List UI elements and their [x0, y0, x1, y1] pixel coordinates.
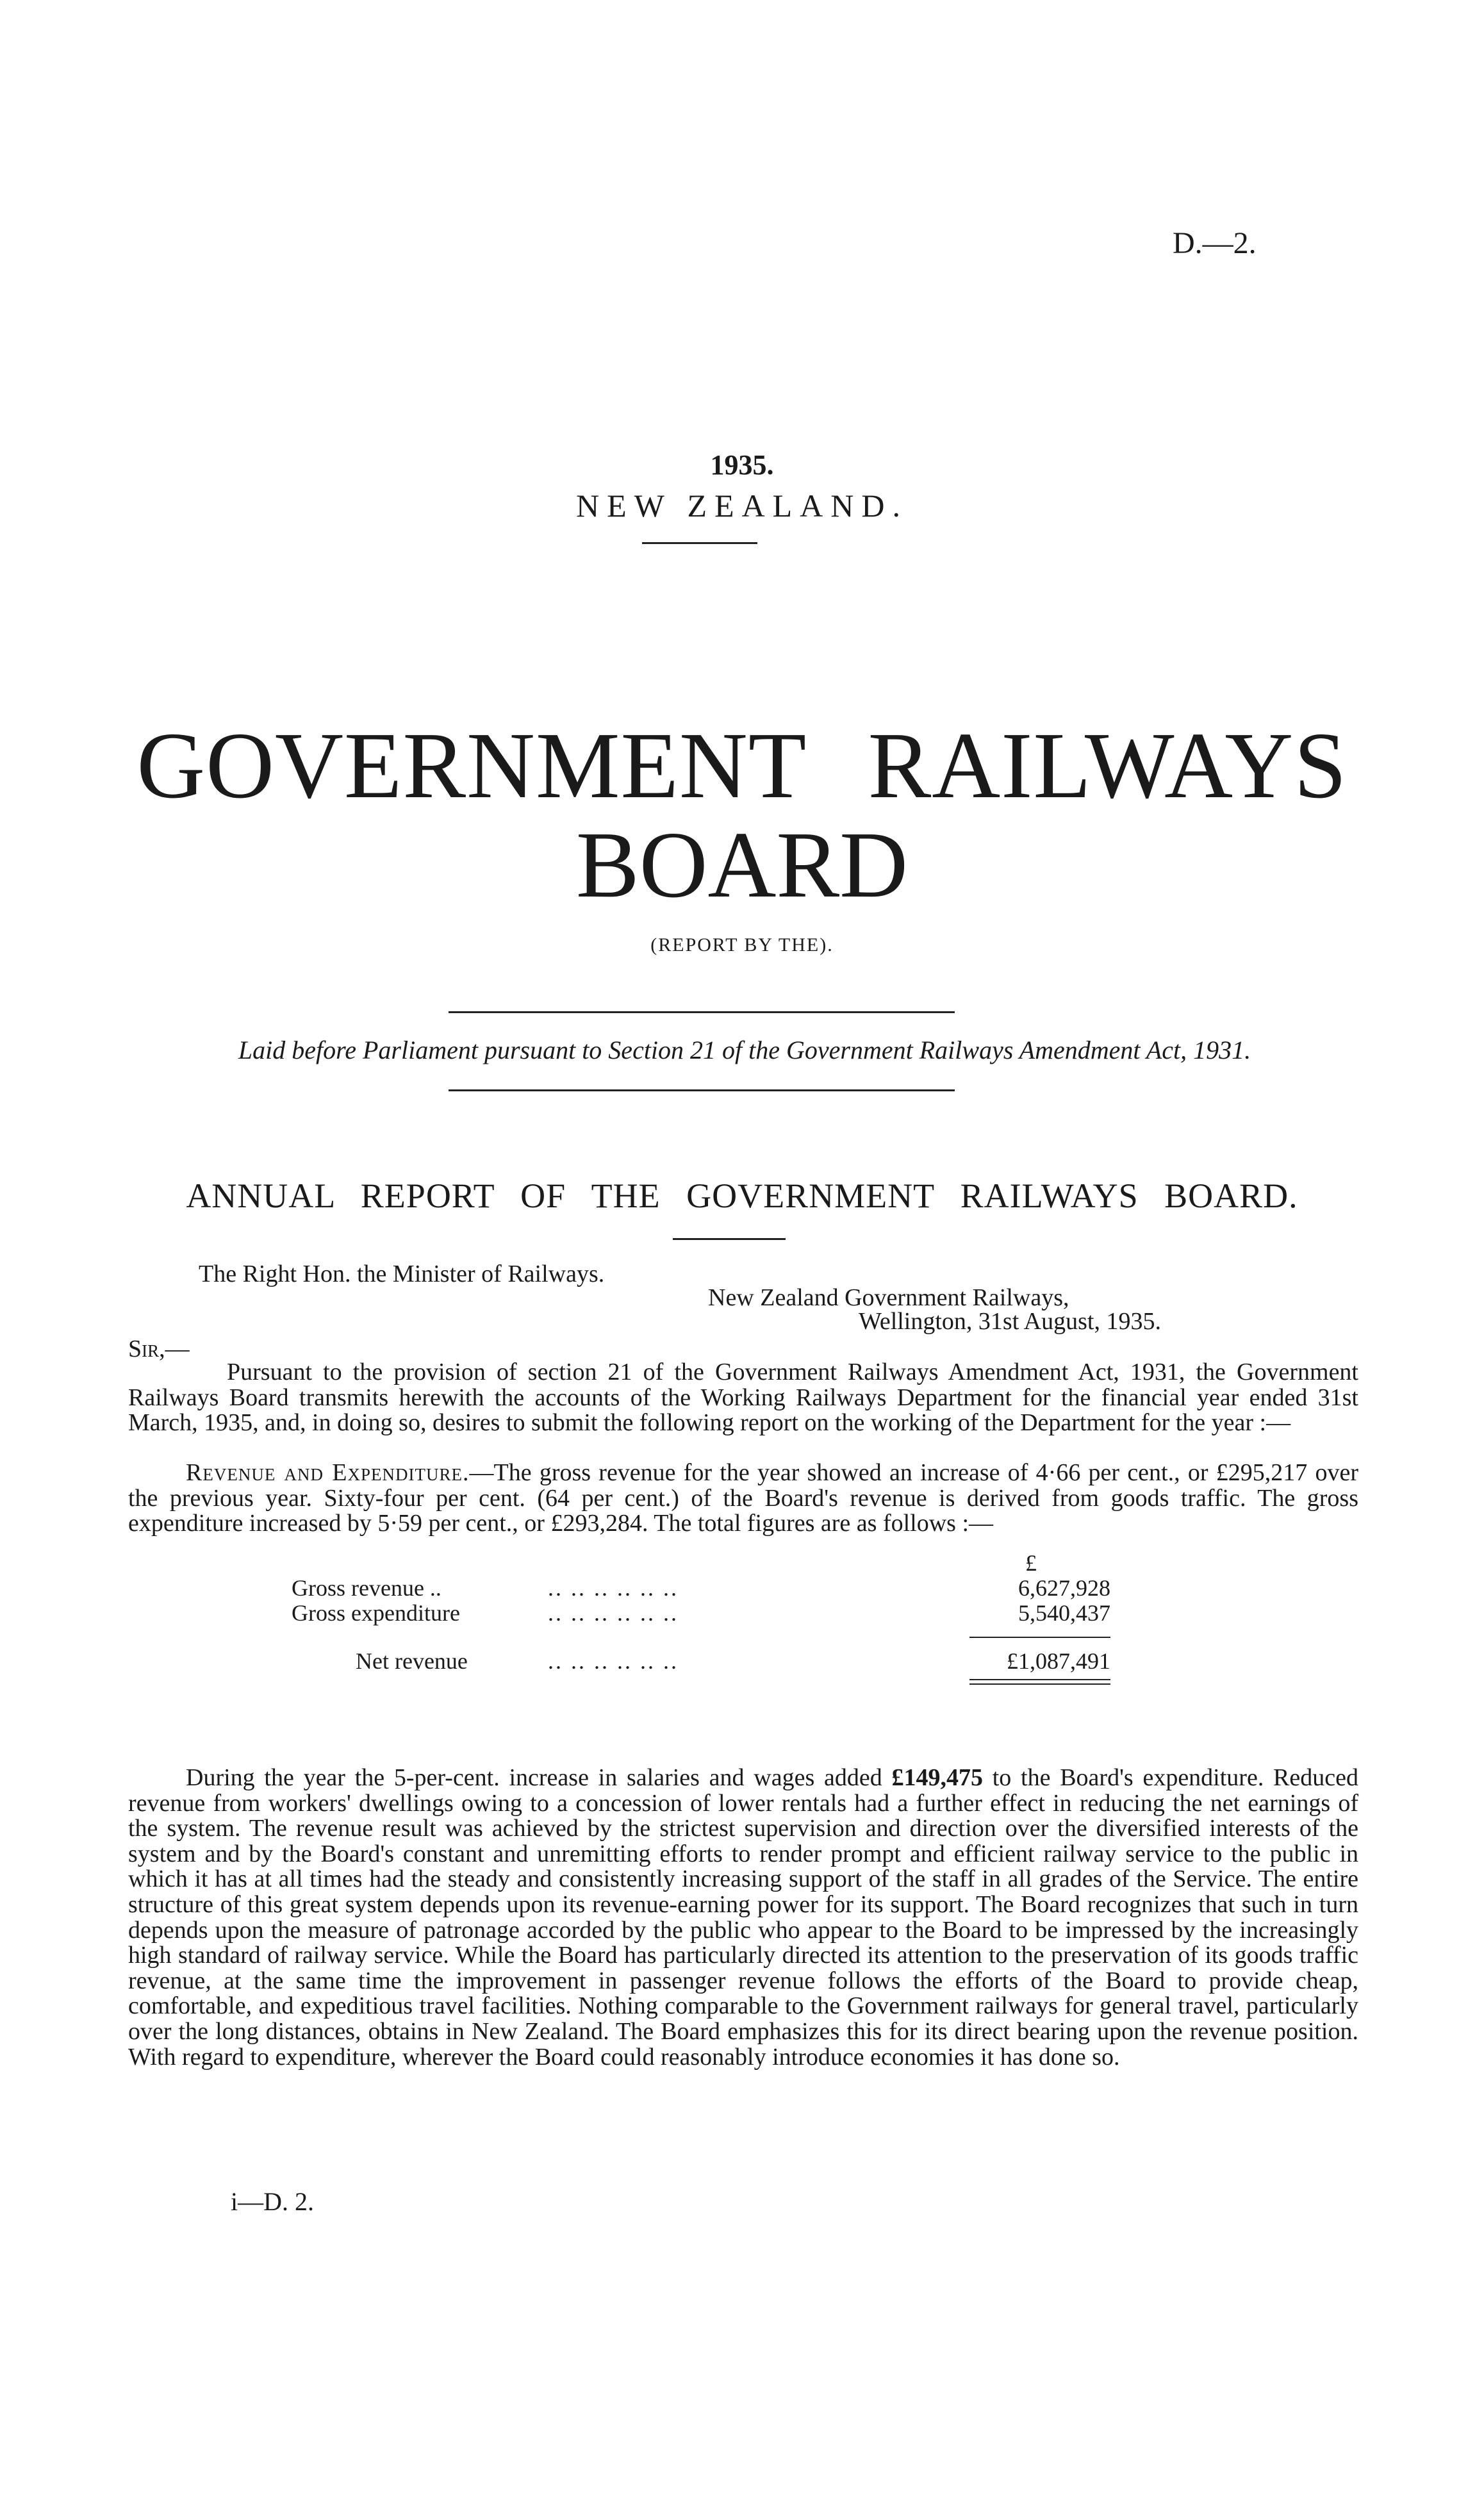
title-subtitle: (REPORT BY THE).: [650, 934, 834, 955]
financial-value: 6,627,928: [1018, 1575, 1110, 1601]
currency-symbol: £: [1025, 1550, 1037, 1576]
salary-increase-amount: £149,475: [891, 1764, 983, 1791]
letter-salutation: Sir,—: [128, 1335, 190, 1362]
paragraph-introduction: Pursuant to the provision of section 21 of the Government Railways Amendment Act, 1931, the Government Railways Board transmits herewith the accounts of the Working Railways Department for the financial year ended 31st March, 1935, and, in doing so, desires to submit the following report on the working of the Department for the year :—: [128, 1359, 1358, 1437]
sum-rule: [969, 1637, 1110, 1638]
paragraph-revenue-body: —The gross revenue for the year showed an increase of 4·66 per cent., or £295,217 over the previous year. Sixty-four per cent. (64 per cent.) of the Board's revenue is derived from goods traffic. The gross expenditure increased by 5·59 per cent., or £293,284. The total figures are as follows :—: [128, 1459, 1359, 1537]
document-code: D.—2.: [1173, 226, 1257, 260]
paragraph-text: to the Board's expenditure. Reduced revenue from workers' dwellings owing to a concession of lower rentals had a further effect in reducing the net earnings of the system. The revenue result was achieved by the strictest supervision and direction over the diversified interests of the system and by the Board's constant and unremitting efforts to render prompt and efficient railway service to the public in which it has at all times had the steady and consistently increasing support of the staff in all grades of the Service. The entire structure of this great system depends upon its revenue-earning power for its support. The Board recognizes that such in turn depends upon the measure of patronage accorded by the public who appear to the Board to be impressed by the increasingly high standard of railway service. While the Board has particularly directed its attention to the preservation of its goods traffic revenue, at the same time the improvement in passenger revenue follows the efforts of the Board to provide cheap, comfortable, and expeditious travel facilities. Nothing comparable to the Government railways for general travel, particularly over the long distances, obtains in New Zealand. The Board emphasizes this for its direct bearing upon the revenue position. With regard to expenditure, wherever the Board could reasonably introduce economies it has done so.: [128, 1764, 1359, 2071]
paragraph-text: During the year the 5-per-cent. increase in salaries and wages added: [186, 1764, 892, 1791]
report-heading: ANNUAL REPORT OF THE GOVERNMENT RAILWAYS BOARD.: [186, 1177, 1298, 1215]
section-heading-revenue: Revenue and Expenditure.: [186, 1459, 470, 1486]
financial-label: Gross revenue ..: [292, 1575, 441, 1601]
country-heading: NEW ZEALAND.: [576, 488, 908, 524]
divider-short: [642, 542, 757, 544]
report-year: 1935.: [710, 449, 774, 481]
letter-sender-place-date: Wellington, 31st August, 1935.: [859, 1308, 1161, 1335]
leader-dots: .. .. .. .. .. ..: [548, 1575, 679, 1601]
footer-page-reference: i—D. 2.: [231, 2187, 314, 2216]
total-rule-1: [969, 1679, 1110, 1680]
divider-heading: [673, 1238, 786, 1240]
paragraph-revenue-expenditure: [128, 1460, 1358, 1537]
paragraph-salaries-and-revenue: [128, 1765, 1358, 2070]
financial-label: Net revenue: [356, 1648, 468, 1674]
divider-long-bottom: [449, 1089, 955, 1091]
financial-label: Gross expenditure: [292, 1600, 460, 1626]
total-rule-2: [969, 1683, 1110, 1685]
financial-value: 5,540,437: [1018, 1600, 1110, 1626]
leader-dots: .. .. .. .. .. ..: [548, 1648, 679, 1674]
title-line-1: GOVERNMENT RAILWAYS: [136, 713, 1348, 818]
letter-sender-org: New Zealand Government Railways,: [708, 1284, 1069, 1311]
leader-dots: .. .. .. .. .. ..: [548, 1600, 679, 1626]
laid-before-note: Laid before Parliament pursuant to Section 21 of the Government Railways Amendment Act, 1931.: [238, 1036, 1251, 1064]
divider-long-top: [449, 1011, 955, 1013]
letter-addressee: The Right Hon. the Minister of Railways.: [199, 1261, 605, 1287]
financial-value: £1,087,491: [1007, 1648, 1110, 1674]
title-line-2: BOARD: [575, 813, 909, 918]
